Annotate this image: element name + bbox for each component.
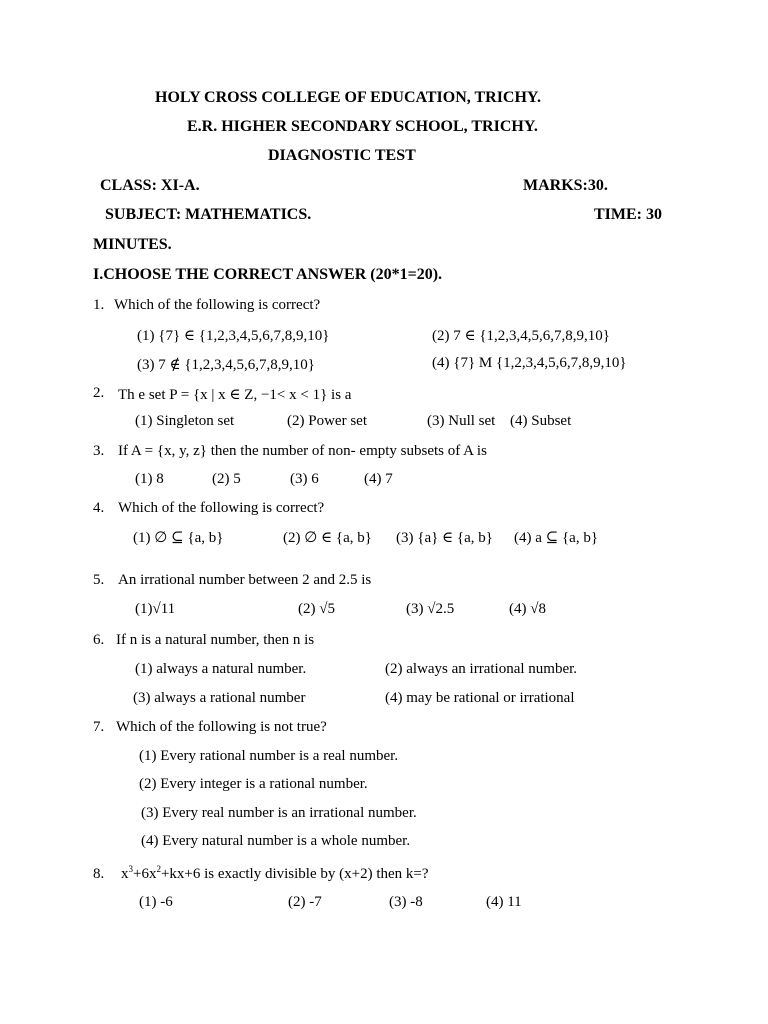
option: (4) √8 <box>509 601 546 617</box>
option: (4) 7 <box>364 471 393 487</box>
option: (3) always a rational number <box>133 690 306 706</box>
question-number: 2. <box>93 385 105 401</box>
option: (4) a ⊆ {a, b} <box>514 530 599 546</box>
question-number: 4. <box>93 500 105 516</box>
option: (1) {7} ∈ {1,2,3,4,5,6,7,8,9,10} <box>137 328 330 344</box>
option: (3) {a} ∈ {a, b} <box>396 530 493 546</box>
option: (4) {7} M {1,2,3,4,5,6,7,8,9,10} <box>432 355 627 371</box>
question-text: Which of the following is correct? <box>114 297 321 313</box>
option: (2) Every integer is a rational number. <box>139 776 368 792</box>
question-text: $x^3+6x^2+kx+6$ is exactly divisible by (x+2) then k=? <box>121 864 429 882</box>
question-text: An irrational number between 2 and 2.5 is <box>118 572 372 588</box>
question-number: 5. <box>93 572 105 588</box>
question-number: 7. <box>93 719 105 735</box>
question-number: 8. <box>93 866 105 882</box>
option: (4) may be rational or irrational <box>385 690 575 706</box>
option: (2) ∅ ∈ {a, b} <box>283 530 372 546</box>
question-text: If n is a natural number, then n is <box>116 632 315 648</box>
question-text: Which of the following is correct? <box>118 500 325 516</box>
option: (2) √5 <box>298 601 335 617</box>
option: (3) 7 ∉ {1,2,3,4,5,6,7,8,9,10} <box>137 357 315 373</box>
option: (1)√11 <box>135 601 176 617</box>
option: (3) Null set <box>427 413 496 429</box>
option: (2) Power set <box>287 413 367 429</box>
question-number: 3. <box>93 443 105 459</box>
option: (2) 7 ∈ {1,2,3,4,5,6,7,8,9,10} <box>432 328 610 344</box>
option: (3) √2.5 <box>406 601 455 617</box>
option: (3) 6 <box>290 471 319 487</box>
school-name: E.R. HIGHER SECONDARY SCHOOL, TRICHY. <box>187 118 538 135</box>
option: (1) -6 <box>139 894 173 910</box>
option: (2) 5 <box>212 471 241 487</box>
option: (1) Singleton set <box>135 413 235 429</box>
option: (4) 11 <box>486 894 522 910</box>
question-text: Which of the following is not true? <box>116 719 327 735</box>
marks-label: MARKS:30. <box>523 177 608 194</box>
subject-label: SUBJECT: MATHEMATICS. <box>105 206 312 223</box>
question-text: Th e set P = {x | x ∈ Z, −1< x < 1} is a <box>118 387 352 403</box>
college-name: HOLY CROSS COLLEGE OF EDUCATION, TRICHY. <box>155 89 542 106</box>
option: (1) Every rational number is a real number. <box>139 748 399 764</box>
minutes-label: MINUTES. <box>93 236 172 253</box>
class-label: CLASS: XI-A. <box>100 177 200 194</box>
option: (1) ∅ ⊆ {a, b} <box>133 530 224 546</box>
option: (4) Subset <box>510 413 572 429</box>
option: (1) 8 <box>135 471 164 487</box>
option: (1) always a natural number. <box>135 661 307 677</box>
option: (3) -8 <box>389 894 423 910</box>
option: (2) always an irrational number. <box>385 661 578 677</box>
test-title: DIAGNOSTIC TEST <box>268 147 416 164</box>
option: (4) Every natural number is a whole number. <box>141 833 411 849</box>
section-heading: I.CHOOSE THE CORRECT ANSWER (20*1=20). <box>93 266 443 283</box>
option: (3) Every real number is an irrational number. <box>141 805 417 821</box>
time-label: TIME: 30 <box>594 206 662 223</box>
option: (2) -7 <box>288 894 322 910</box>
question-text: If A = {x, y, z} then the number of non- empty subsets of A is <box>118 443 487 459</box>
question-number: 6. <box>93 632 105 648</box>
question-number: 1. <box>93 297 105 313</box>
